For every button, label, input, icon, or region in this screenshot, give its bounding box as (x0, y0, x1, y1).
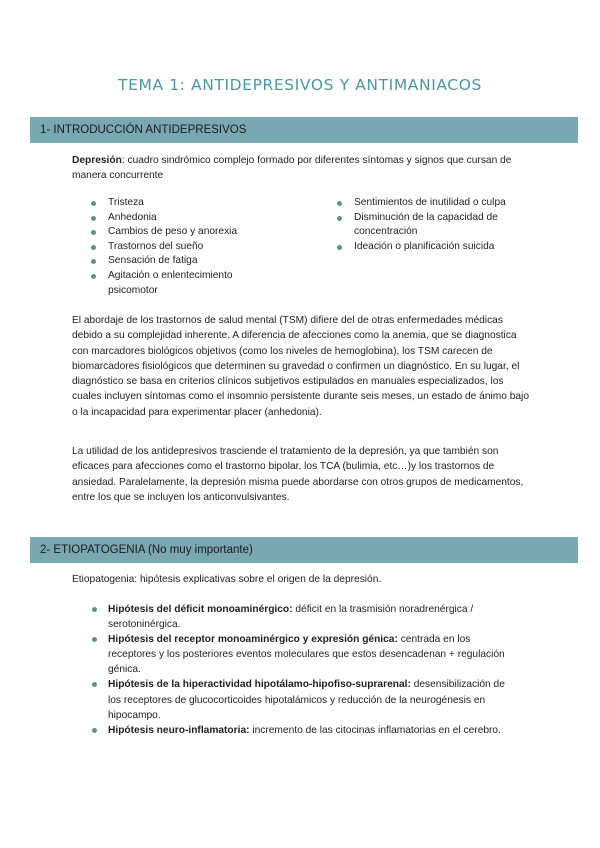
hypotheses-list (90, 602, 515, 738)
list-item: Cambios de peso y anorexia (89, 225, 274, 240)
hypothesis-term: Hipótesis neuro-inflamatoria: (108, 724, 250, 736)
etiopatogenia-intro: Etiopatogenia: hipótesis explicativas sobre el origen de la depresión. (72, 574, 382, 585)
list-item (90, 723, 515, 738)
symptoms-list-left (89, 196, 274, 298)
hypothesis-term: Hipótesis de la hiperactividad hipotálamo-hipofiso-suprarenal: (108, 679, 411, 691)
section-heading-etiopatogenia: 2- ETIOPATOGENIA (No muy importante) (30, 537, 578, 563)
list-item (90, 677, 515, 722)
symptoms-list-right (335, 196, 535, 254)
list-item: Tristeza (89, 196, 274, 211)
page-title: TEMA 1: ANTIDEPRESIVOS Y ANTIMANIACOS (118, 76, 482, 94)
hypothesis-term: Hipótesis del déficit monoaminérgico: (108, 604, 293, 615)
list-item: Agitación o enlentecimiento psicomotor (89, 269, 274, 298)
list-item: Anhedonia (89, 211, 274, 226)
body-paragraph-1: El abordaje de los trastornos de salud mental (TSM) difiere del de otras enfermedades médicas debido a su complejidad inherente. A diferencia de afecciones como la anemia, que se diagnostica con marcadores biológicos objetivos (como los niveles de hemoglobina), los TSM carecen de biomarcadores fisiológicos que determinen su gravedad o confirmen un diagnóstico. En su lugar, el diagnóstico se basa en criterios clínicos subjetivos estipulados en manuales especializados, los cuales incluyen síntomas como el insomnio persistente durante seis meses, un estado de ánimo bajo o la incapacidad para experimentar placer (anhedonia). (72, 315, 529, 418)
hypothesis-text: centrada en los receptores y los posteriores eventos moleculares que estos desencadenan + regulación génica. (108, 634, 505, 676)
list-item (90, 632, 515, 677)
definition-term: Depresión (72, 155, 122, 166)
list-item (90, 602, 515, 632)
definition-text: : cuadro sindrómico complejo formado por diferentes síntomas y signos que cursan de manera concurrente (72, 155, 512, 182)
hypothesis-text: desensibilización de los receptores de glucocorticoides hipotalámicos y reducción de la neurogénesis en hipocampo. (108, 679, 505, 721)
list-item: Sensación de fatiga (89, 254, 274, 269)
list-item: Disminución de la capacidad de concentración (335, 211, 535, 240)
list-item: Sentimientos de inutilidad o culpa (335, 196, 535, 211)
list-item: Ideación o planificación suicida (335, 240, 535, 255)
definition-paragraph (72, 153, 512, 184)
list-item: Trastornos del sueño (89, 240, 274, 255)
section-heading-introduccion: 1- INTRODUCCIÓN ANTIDEPRESIVOS (30, 117, 578, 143)
body-paragraph-2: La utilidad de los antidepresivos trasciende el tratamiento de la depresión, ya que también son eficaces para afecciones como el trastorno bipolar, los TCA (bulimia, etc…)y los trastornos de ansiedad. Paralelamente, la depresión misma puede abordarse con otros grupos de medicamentos, entre los que se incluyen los anticonvulsivantes. (72, 446, 524, 503)
hypothesis-term: Hipótesis del receptor monoaminérgico y expresión génica: (108, 634, 398, 646)
hypothesis-text: incremento de las citocinas inflamatorias en el cerebro. (249, 724, 501, 736)
hypothesis-text: déficit en la trasmisión noradrenérgica / serotoninérgica. (108, 604, 474, 631)
